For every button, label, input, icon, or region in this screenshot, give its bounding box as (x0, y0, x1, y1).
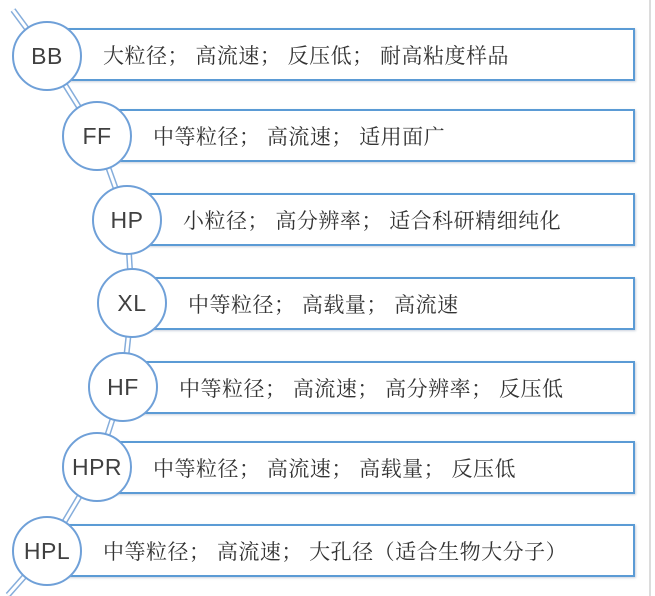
desc-box-hpr (90, 441, 635, 494)
node-circle-hf (88, 352, 158, 422)
desc-text-hpl: 中等粒径； 高流速； 大孔径（适合生物大分子） (103, 540, 568, 564)
desc-text-bb: 大粒径； 高流速； 反压低； 耐高粘度样品 (103, 44, 510, 68)
node-label-hp: HP (110, 206, 144, 233)
node-label-hpl: HPL (23, 537, 71, 564)
desc-box-hpl (40, 524, 635, 577)
screenshot-right-edge-line (649, 0, 651, 596)
desc-text-hpr: 中等粒径； 高流速； 高载量； 反压低 (153, 457, 517, 481)
desc-box-xl (125, 277, 635, 330)
desc-box-hp (120, 193, 635, 246)
desc-text-hp: 小粒径； 高分辨率； 适合科研精细纯化 (183, 209, 562, 233)
node-circle-hpl (12, 516, 82, 586)
node-label-bb: BB (31, 42, 63, 69)
node-label-hf: HF (107, 373, 139, 400)
desc-box-bb (40, 28, 635, 81)
node-label-xl: XL (117, 289, 147, 316)
node-circle-ff (62, 101, 132, 171)
desc-box-ff (90, 109, 635, 162)
desc-text-xl: 中等粒径； 高载量； 高流速 (188, 293, 459, 317)
node-circle-bb (12, 21, 82, 91)
desc-text-hf: 中等粒径； 高流速； 高分辨率； 反压低 (179, 377, 564, 401)
node-label-hpr: HPR (71, 453, 123, 480)
node-circle-hp (92, 185, 162, 255)
node-label-ff: FF (82, 122, 112, 149)
desc-box-hf (116, 361, 635, 414)
node-circle-xl (97, 268, 167, 338)
desc-text-ff: 中等粒径； 高流速； 适用面广 (153, 125, 446, 149)
node-circle-hpr (62, 432, 132, 502)
